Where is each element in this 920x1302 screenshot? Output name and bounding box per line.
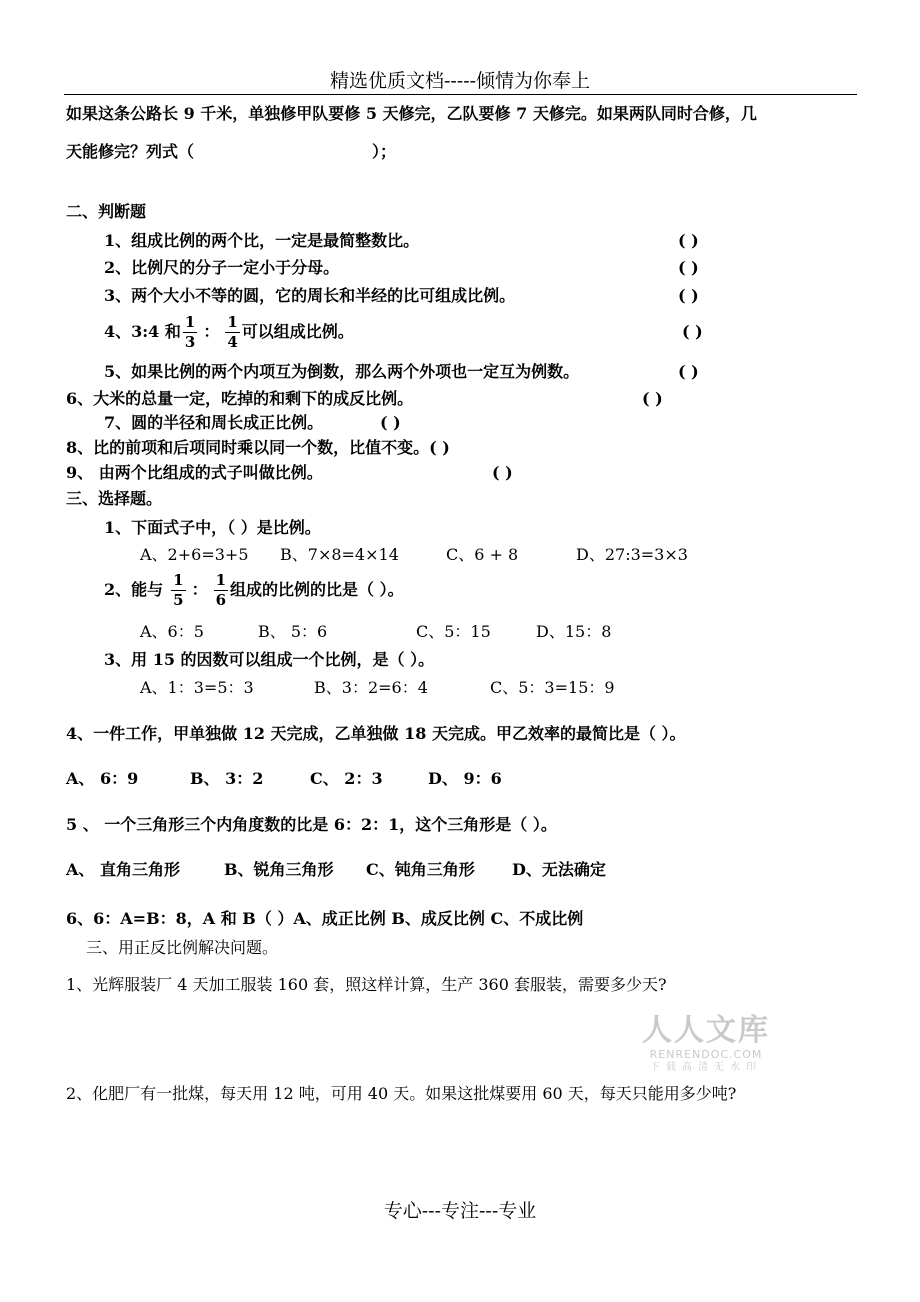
fraction-numerator: 1: [184, 312, 196, 331]
judge-title: 二、判断题: [66, 202, 147, 221]
judge-item-9-answer[interactable]: ( ): [492, 463, 513, 482]
choice-q4-option-a[interactable]: A、 6：9: [66, 769, 139, 788]
judge-item-4-prefix: 4、3:4 和: [104, 322, 181, 341]
judge-item-6-answer[interactable]: ( ): [642, 389, 663, 408]
judge-item-4-suffix: 可以组成比例。: [241, 322, 354, 341]
fraction-denominator: 5: [173, 590, 184, 609]
choice-q1-option-d[interactable]: D、27:3=3×3: [576, 545, 688, 564]
intro-line-2-suffix: ）；: [372, 142, 397, 161]
judge-item-9: 9、 由两个比组成的式子叫做比例。: [66, 463, 323, 482]
fraction-one-sixth: [214, 570, 228, 609]
choice-q2: [104, 568, 404, 612]
judge-item-7: 7、圆的半径和周长成正比例。: [104, 413, 324, 432]
choice-q2-option-c[interactable]: C、5：15: [416, 622, 491, 641]
choice-q2-suffix: 组成的比例的比是（ ）。: [230, 580, 404, 599]
ratio-colon: ：: [191, 580, 208, 599]
judge-item-1: 1、组成比例的两个比，一定是最简整数比。: [104, 231, 420, 250]
choice-q1-option-c[interactable]: C、6 + 8: [446, 545, 519, 564]
page-header: 精选优质文档-----倾情为你奉上: [329, 70, 591, 92]
judge-item-5: 5、如果比例的两个内项互为倒数，那么两个外项也一定互为例数。: [104, 362, 580, 381]
header-rule: [64, 94, 857, 95]
choice-q2-option-a[interactable]: A、6：5: [140, 622, 204, 641]
watermark-url: RENRENDOC.COM: [649, 1048, 763, 1061]
choice-q3-option-b[interactable]: B、3：2=6：4: [314, 678, 428, 697]
page-footer: 专心---专注---专业: [383, 1200, 537, 1222]
judge-item-1-answer[interactable]: ( ): [678, 231, 699, 250]
judge-item-7-answer[interactable]: ( ): [380, 413, 401, 432]
choice-q4-option-b[interactable]: B、 3：2: [190, 769, 264, 788]
fraction-numerator: 1: [173, 570, 184, 589]
intro-line-2-prefix: 天能修完？列式（: [66, 142, 195, 161]
choice-q1-option-a[interactable]: A、2+6=3+5: [140, 545, 249, 564]
fraction-denominator: 6: [215, 590, 227, 609]
choice-q6: 6、6：A=B：8，A 和 B（ ）A、成正比例 B、成反比例 C、不成比例: [66, 909, 584, 928]
judge-item-3: 3、两个大小不等的圆，它的周长和半经的比可组成比例。: [104, 286, 516, 305]
fraction-one-fifth: [171, 570, 185, 609]
intro-line-1: 如果这条公路长 9 千米，单独修甲队要修 5 天修完，乙队要修 7 天修完。如果两队同时合修，几: [66, 104, 757, 123]
ratio-colon: ：: [203, 322, 220, 341]
choice-q5-option-d[interactable]: D、无法确定: [512, 860, 606, 879]
choice-title: 三、选择题。: [66, 489, 163, 508]
choice-q1-option-b[interactable]: B、7×8=4×14: [280, 545, 399, 564]
apply-problem-1: 1、光辉服装厂 4 天加工服装 160 套，照这样计算，生产 360 套服装，需要多少天?: [66, 975, 667, 994]
judge-item-3-answer[interactable]: ( ): [678, 286, 699, 305]
judge-item-8: 8、比的前项和后项同时乘以同一个数，比值不变。( ): [66, 438, 450, 457]
choice-q4-option-c[interactable]: C、 2：3: [310, 769, 383, 788]
apply-problem-2: 2、化肥厂有一批煤，每天用 12 吨，可用 40 天。如果这批煤要用 60 天，每天只能用多少吨?: [66, 1084, 737, 1103]
choice-q2-prefix: 2、能与: [104, 580, 164, 599]
fraction-denominator: 4: [227, 332, 238, 351]
choice-q2-option-b[interactable]: B、 5：6: [258, 622, 328, 641]
fraction-one-third: [183, 312, 197, 351]
judge-item-5-answer[interactable]: ( ): [678, 362, 699, 381]
choice-q5-option-b[interactable]: B、锐角三角形: [224, 860, 334, 879]
judge-item-2: 2、比例尺的分子一定小于分母。: [104, 258, 340, 277]
fraction-denominator: 3: [184, 332, 196, 351]
choice-q5-option-a[interactable]: A、 直角三角形: [66, 860, 180, 879]
choice-q1: 1、下面式子中，（ ）是比例。: [104, 518, 321, 537]
fraction-one-fourth: [225, 312, 239, 351]
watermark-logo: [636, 1014, 776, 1074]
choice-q5-option-c[interactable]: C、钝角三角形: [366, 860, 475, 879]
watermark-title: 人人文库: [642, 1013, 770, 1048]
intro-line-2: [66, 142, 396, 162]
judge-item-2-answer[interactable]: ( ): [678, 258, 699, 277]
judge-item-4: [104, 310, 354, 354]
choice-q2-option-d[interactable]: D、15：8: [536, 622, 612, 641]
fraction-numerator: 1: [227, 312, 238, 331]
choice-q5: 5 、 一个三角形三个内角度数的比是 6：2：1，这个三角形是（ ）。: [66, 815, 557, 834]
apply-title: 三、用正反比例解决问题。: [86, 938, 279, 957]
choice-q3: 3、用 15 的因数可以组成一个比例，是（ ）。: [104, 650, 435, 669]
choice-q4-option-d[interactable]: D、 9：6: [428, 769, 502, 788]
choice-q3-option-c[interactable]: C、5：3=15：9: [490, 678, 615, 697]
fraction-numerator: 1: [215, 570, 227, 589]
choice-q3-option-a[interactable]: A、1：3=5：3: [140, 678, 254, 697]
judge-item-4-answer[interactable]: ( ): [682, 322, 703, 341]
watermark-tagline: 下载高清无水印: [650, 1062, 762, 1073]
judge-item-6: 6、大米的总量一定，吃掉的和剩下的成反比例。: [66, 389, 414, 408]
choice-q4: 4、一件工作，甲单独做 12 天完成，乙单独做 18 天完成。甲乙效率的最简比是（ ）。: [66, 724, 686, 743]
